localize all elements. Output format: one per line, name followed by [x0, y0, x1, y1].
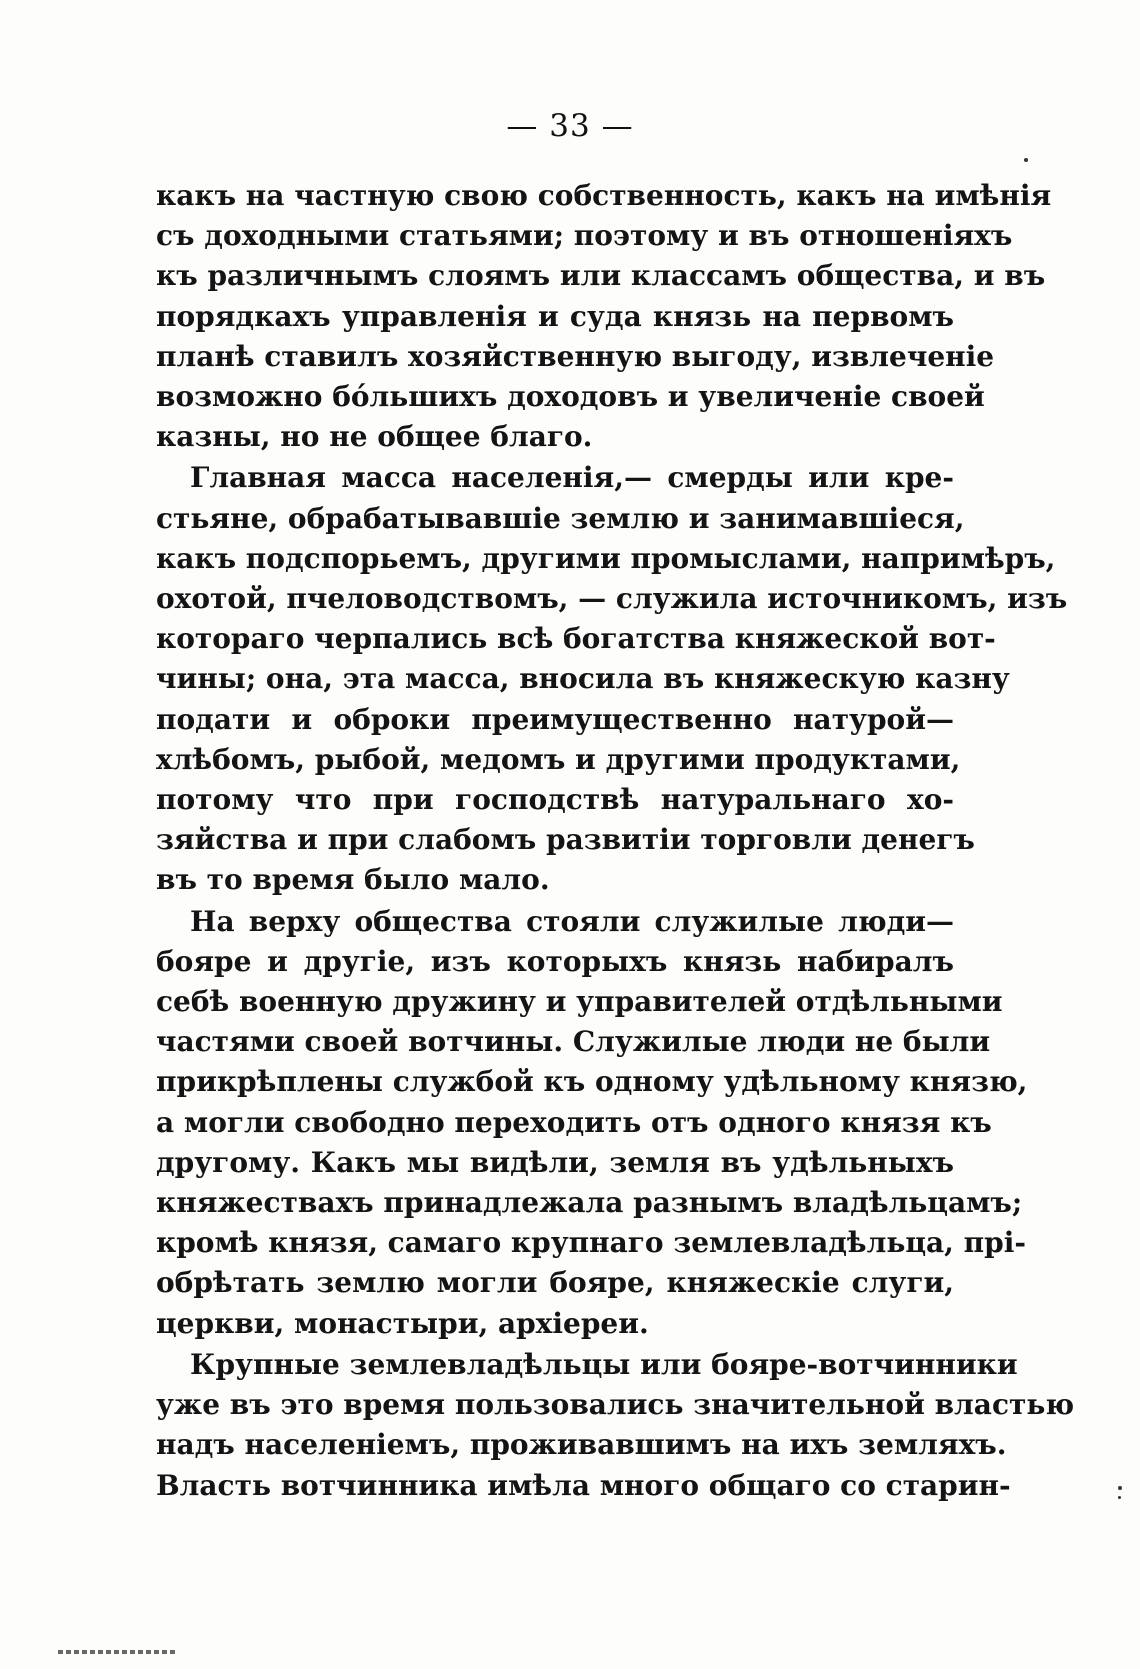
text-line: порядкахъ управленія и суда князь на первомъ	[156, 299, 954, 333]
text-line: въ то время было мало.	[156, 863, 550, 897]
scan-speck	[1118, 1486, 1122, 1490]
paragraph-3	[156, 902, 1028, 1344]
text-line: обрѣтать землю могли бояре, княжескіе слуги,	[156, 1266, 954, 1300]
text-line: стьяне, обрабатывавшіе землю и занимавшіеся,	[156, 501, 965, 535]
scan-speck	[1118, 1496, 1121, 1499]
text-line: надъ населеніемъ, проживавшимъ на ихъ земляхъ.	[156, 1428, 1007, 1462]
text-line: какъ на частную свою собственность, какъ на имѣнія	[156, 179, 1052, 212]
text-line: На верху общества стояли служилые люди—	[190, 904, 954, 938]
text-line: охотой, пчеловодствомъ, — служила источникомъ, изъ	[156, 582, 1068, 616]
paragraph-2	[156, 458, 1068, 900]
scan-speck	[1024, 158, 1028, 162]
text-line: къ различнымъ слоямъ или классамъ общества, и въ	[156, 259, 1046, 293]
text-line: Крупные землевладѣльцы или бояре-вотчинники	[190, 1347, 1018, 1381]
page-number: — 33 —	[506, 108, 634, 144]
scan-edge-artifact	[58, 1650, 178, 1654]
body-text	[156, 176, 1075, 1507]
text-line: кромѣ князя, самаго крупнаго землевладѣльца, прі-	[156, 1226, 1027, 1260]
text-line: а могли свободно переходить отъ одного князя къ	[156, 1105, 992, 1139]
text-line: уже въ это время пользовались значительной властью	[156, 1388, 1075, 1422]
text-line: потому что при господствѣ натуральнаго хо-	[156, 783, 954, 817]
text-line: частями своей вотчины. Служилые люди не были	[156, 1025, 991, 1059]
text-line: какъ подспорьемъ, другими промыслами, напримѣръ,	[156, 541, 1056, 575]
text-line: Власть вотчинника имѣла много общаго со старин-	[156, 1468, 1011, 1502]
text-line: княжествахъ принадлежала разнымъ владѣльцамъ;	[156, 1186, 1023, 1220]
text-line: чины; она, эта масса, вносила въ княжескую казну	[156, 662, 1010, 696]
text-line: хлѣбомъ, рыбой, медомъ и другими продуктами,	[156, 742, 961, 776]
paragraph-1	[156, 176, 1052, 457]
text-line: зяйства и при слабомъ развитіи торговли денегъ	[156, 823, 975, 857]
paragraph-4	[156, 1345, 1075, 1506]
text-line: подати и оброки преимущественно натурой—	[156, 702, 954, 736]
text-line: казны, но не общее благо.	[156, 420, 593, 454]
text-line: другому. Какъ мы видѣли, земля въ удѣльныхъ	[156, 1145, 954, 1179]
text-line: бояре и другіе, изъ которыхъ князь набиралъ	[156, 944, 954, 978]
text-line: возможно бо́льшихъ доходовъ и увеличеніе своей	[156, 380, 985, 414]
text-line: себѣ военную дружину и управителей отдѣльными	[156, 985, 1003, 1019]
text-line: котораго черпались всѣ богатства княжеской вот-	[156, 622, 996, 656]
text-line: церкви, монастыри, архіереи.	[156, 1306, 649, 1340]
text-line: планѣ ставилъ хозяйственную выгоду, извлеченіе	[156, 339, 995, 373]
text-line: прикрѣплены службой къ одному удѣльному князю,	[156, 1065, 1028, 1099]
text-line: съ доходными статьями; поэтому и въ отношеніяхъ	[156, 219, 1013, 253]
text-line: Главная масса населенія,— смерды или кре-	[190, 461, 954, 495]
